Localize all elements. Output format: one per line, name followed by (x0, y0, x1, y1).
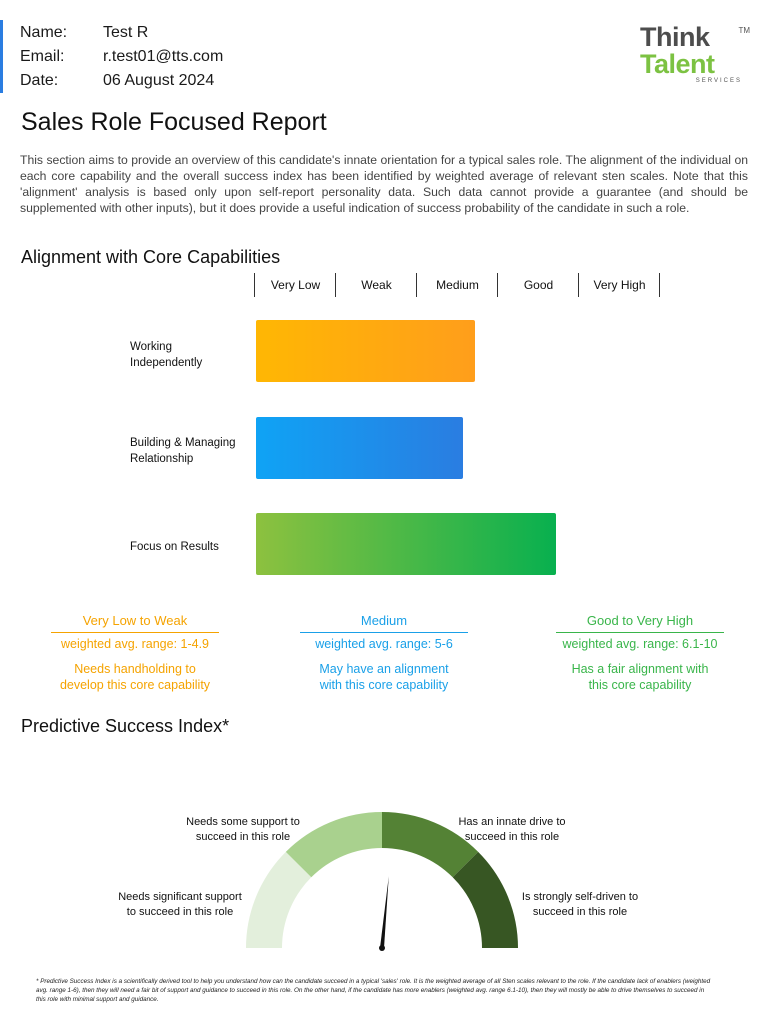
gauge-label-line2: succeed in this role (532, 906, 628, 918)
legend-medium-range: weighted avg. range: 5-6 (300, 632, 468, 653)
success-index-title: Predictive Success Index* (21, 716, 230, 736)
legend-medium-desc-line1: May have an alignment (319, 662, 449, 676)
email-label: Email: (20, 48, 65, 65)
logo-trademark: TM (738, 26, 750, 35)
gauge-label-self-driven (500, 890, 660, 920)
legend-medium-title: Medium (360, 613, 408, 628)
capability-label-building-relationship (130, 435, 236, 467)
legend-low-desc-line1: Needs handholding to (74, 662, 196, 676)
capability-label-line1: Focus on Results (130, 541, 219, 553)
scale-medium: Medium (416, 273, 498, 297)
legend-low-range: weighted avg. range: 1-4.9 (51, 632, 219, 653)
scale-very-high: Very High (578, 273, 660, 297)
scale-good: Good (497, 273, 579, 297)
header-accent-bar (0, 20, 3, 93)
gauge-label-line1: Has an innate drive to (458, 816, 566, 828)
gauge-label-line1: Needs significant support (118, 891, 242, 903)
gauge-label-line2: succeed in this role (195, 831, 291, 843)
alignment-section-title: Alignment with Core Capabilities (21, 247, 281, 267)
name-label: Name: (20, 24, 68, 41)
candidate-email-row (20, 48, 223, 66)
logo-talent: Talent (640, 49, 715, 79)
capability-label-focus-on-results (130, 539, 219, 555)
legend-high-range: weighted avg. range: 6.1-10 (556, 632, 724, 653)
gauge-needle (380, 876, 389, 948)
legend-low-title: Very Low to Weak (82, 613, 188, 628)
think-talent-logo (640, 24, 752, 90)
legend-high-desc-line1: Has a fair alignment with (571, 662, 709, 676)
capability-label-line2: Independently (130, 357, 203, 369)
gauge-label-line1: Needs some support to (186, 816, 300, 828)
legend-high-title: Good to Very High (586, 613, 694, 628)
gauge-label-line2: to succeed in this role (126, 906, 234, 918)
name-value: Test R (103, 24, 149, 41)
legend-medium-desc (300, 661, 468, 693)
capability-bar-working-independently (256, 320, 475, 382)
gauge-label-innate-drive (432, 815, 592, 845)
email-value: r.test01@tts.com (103, 48, 224, 65)
gauge-needle-hub (379, 945, 385, 951)
legend-medium-desc-line2: with this core capability (319, 678, 449, 692)
date-label: Date: (20, 72, 59, 89)
report-title: Sales Role Focused Report (21, 108, 327, 136)
capability-bar-building-relationship (256, 417, 463, 479)
date-value: 06 August 2024 (103, 72, 215, 89)
legend-low-desc-line2: develop this core capability (59, 678, 211, 692)
legend-medium (300, 613, 468, 693)
capability-label-line1: Working (130, 341, 172, 353)
gauge-label-some-support (163, 815, 323, 845)
legend-high (556, 613, 724, 693)
scale-end-tick (659, 273, 660, 297)
capability-label-line1: Building & Managing (130, 437, 236, 449)
logo-think: Think (640, 22, 710, 52)
success-index-footnote: * Predictive Success Index is a scientifically derived tool to help you understand how can the candidate succeed in a typical 'sales' role. It is the weighted average of all Sten scales relevant to the role. If the candidate lack of enablers (weighted avg. range 1-6), then they will need a fair bit of support and guidance to succeed in this role. On the other hand, if the candidate has more enablers (weighted avg. range 6.1-10), then they will mostly be able to drive themselves to succeed in this role with minimal support and guidance. (36, 978, 711, 1003)
legend-high-desc (556, 661, 724, 693)
candidate-date-row (20, 72, 214, 90)
gauge-label-line2: succeed in this role (464, 831, 560, 843)
capability-label-line2: Relationship (130, 453, 194, 465)
report-intro: This section aims to provide an overview of this candidate's innate orientation for a typical sales role. The alignment of the individual on each core capability and the overall success index has been identified by weighted average of relevant sten scales. Note that this 'alignment' analysis is based only upon self-report personality data. Such data cannot provide a guarantee (and should be supplemented with other inputs), but it does provide a useful indication of success probability of the candidate in such a role. (20, 153, 748, 215)
gauge-label-significant-support (100, 890, 260, 920)
legend-low (51, 613, 219, 693)
scale-weak: Weak (335, 273, 417, 297)
legend-low-desc (51, 661, 219, 693)
candidate-name-row (20, 24, 148, 42)
capability-label-working-independently (130, 339, 202, 371)
legend-high-desc-line2: this core capability (588, 678, 692, 692)
capability-bar-focus-on-results (256, 513, 556, 575)
scale-very-low: Very Low (254, 273, 336, 297)
logo-services: SERVICES (695, 78, 742, 84)
gauge-label-line1: Is strongly self-driven to (521, 891, 639, 903)
